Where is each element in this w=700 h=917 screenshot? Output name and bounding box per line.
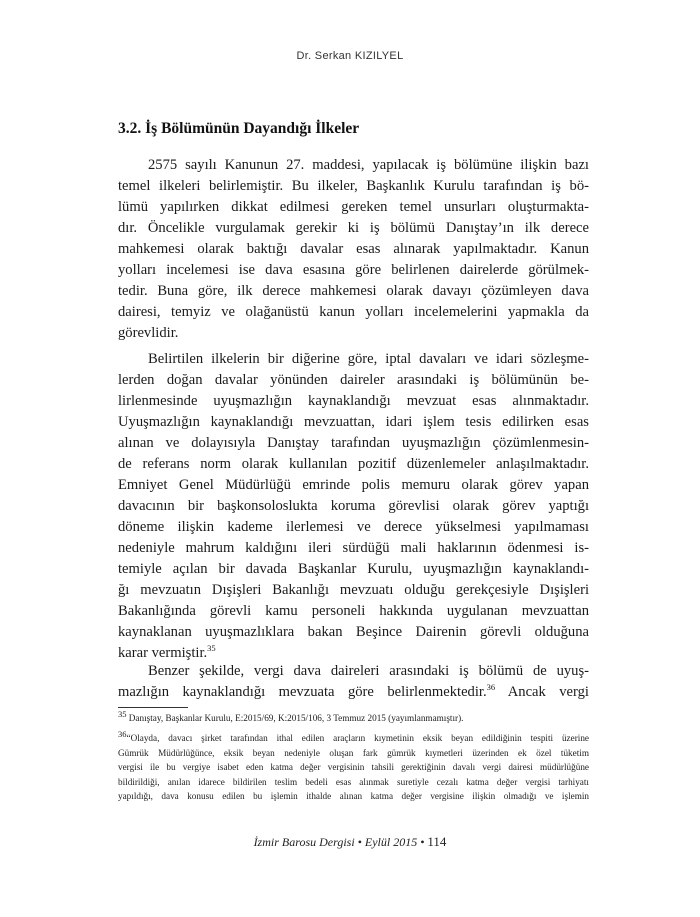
footnote-line	[118, 708, 589, 726]
footnote-text: “Olayda, davacı şirket tarafından ithal edilen araçların kıymetinin eksik beyan edildiğinin tespiti üzerine	[126, 733, 589, 743]
text-line: lirlenmesinde uyuşmazlığın kaynaklandığı mevzuat esas alınmaktadır.	[118, 393, 589, 409]
section-title: 3.2. İş Bölümünün Dayandığı İlkeler	[118, 120, 360, 137]
footnote-marker: 36	[118, 728, 127, 739]
text-line: lümü yapılırken dikkat edilmesi gereken temel unsurları oluşturmakta-	[118, 199, 589, 215]
footnote-line: Gümrük Müdürlüğünce, eksik beyan nedeniyle oluşan fark gümrük kıymetleri üzerinden ek özel tüketim	[118, 747, 589, 758]
footnote-separator	[118, 707, 188, 708]
paragraph-1	[118, 155, 589, 344]
text-line: dairesi, temyiz ve olağanüstü kanun yolları incelemelerini yapmakla da	[118, 304, 589, 320]
journal-name: İzmir Barosu Dergisi • Eylül 2015 •	[253, 835, 425, 849]
footnote-ref-35[interactable]: 35	[207, 643, 216, 654]
text-line-content: mazlığın kaynaklandığı mevzuata göre belirlenmektedir.	[118, 684, 487, 700]
footnote-line	[118, 728, 589, 746]
footnote-line: bildirildiği, anılan idarece bildirilen teslim bedeli esas alınmak suretiyle cezalı katma değer vergisi tarhiyatı	[118, 776, 589, 787]
text-line: Belirtilen ilkelerin bir diğerine göre, iptal davaları ve idari sözleşme-	[148, 351, 589, 367]
footnote-35	[118, 708, 589, 726]
text-line: Bakanlığında görevli kamu personeli hakkında uygulanan mevzuattan	[118, 603, 589, 619]
page-number: 114	[427, 834, 447, 849]
page-footer	[0, 834, 700, 850]
text-line: ğı mevzuatın Dışişleri Bakanlığı mevzuatı olduğu gerekçesiyle Dışişleri	[118, 582, 589, 598]
footnote-36	[118, 728, 589, 804]
text-line: tedir. Buna göre, ilk derece mahkemesi olarak davayı çözümleyen dava	[118, 283, 589, 299]
text-line: Uyuşmazlığın kaynaklandığı mevzuattan, idari işlem tesis edilirken esas	[118, 414, 589, 430]
text-line: görevlidir.	[118, 325, 179, 341]
footnote-line: vergisi ile bu vergiye isabet eden katma değer vergisinin tahsili gerektiğinin davalı vergi dairesi müdürlüğüne	[118, 762, 589, 772]
footnote-ref-36[interactable]: 36	[486, 682, 496, 693]
text-line: kaynaklanan uyuşmazlıklara bakan Beşince Dairenin görevli olduğuna	[118, 624, 589, 640]
text-line-content: Ancak vergi	[495, 684, 589, 700]
footnote-marker: 35	[118, 708, 127, 719]
text-line: de referans norm olarak kullanılan pozitif düzenlemeler anlaşılmaktadır.	[118, 456, 589, 472]
text-line: Benzer şekilde, vergi dava daireleri arasındaki iş bölümü de uyuş-	[148, 663, 589, 679]
paragraph-2	[118, 349, 589, 664]
text-line: mahkemesi olarak baktığı davalar esas alınarak yapılmaktadır. Kanun	[118, 241, 589, 257]
text-line: Emniyet Genel Müdürlüğü emrinde polis memuru olarak görev yapan	[118, 477, 589, 493]
text-line: 2575 sayılı Kanunun 27. maddesi, yapılacak iş bölümüne ilişkin bazı	[148, 157, 589, 173]
text-line: temel ilkeleri belirlemiştir. Bu ilkeler, Başkanlık Kurulu tarafından iş bö-	[118, 178, 589, 194]
text-line: dır. Öncelikle vurgulamak gerekir ki iş bölümü Danıştay’ın ilk derece	[118, 220, 589, 236]
running-head: Dr. Serkan KIZILYEL	[296, 50, 404, 62]
text-line: döneme ilişkin kademe ilerlemesi ve derece yükselmesi yapılmaması	[118, 519, 589, 535]
text-line	[118, 682, 589, 703]
text-line: alınan ve dolayısıyla Danıştay tarafından uyuşmazlığın çözümlenmesin-	[118, 435, 589, 451]
paragraph-3	[118, 661, 589, 703]
text-line: lerden doğan davalar yönünden daireler arasındaki iş bölümünün be-	[118, 372, 589, 388]
text-line: yolları incelemesi ise dava esasına göre belirlenen dairelerde görülmek-	[118, 262, 589, 278]
text-line: nedeniyle mahrum kaldığını ileri sürdüğü mali haklarının ödenmesi is-	[118, 540, 589, 556]
text-line: davacının bir başkonsoloslukta koruma görevlisi olarak görev yaptığı	[118, 498, 589, 514]
footnote-text: Danıştay, Başkanlar Kurulu, E:2015/69, K:2015/106, 3 Temmuz 2015 (yayımlanmamıştır).	[128, 713, 464, 723]
text-line-content: karar vermiştir.	[118, 645, 208, 661]
footnote-line: yapıldığı, dava konusu edilen bu işlemin ithalde alınan katma değer vergisine ilişkin olmadığı ve işlemin	[118, 791, 589, 801]
text-line: temiyle açılan bir davada Başkanlar Kurulu, uyuşmazlığın kaynaklandı-	[118, 561, 589, 577]
